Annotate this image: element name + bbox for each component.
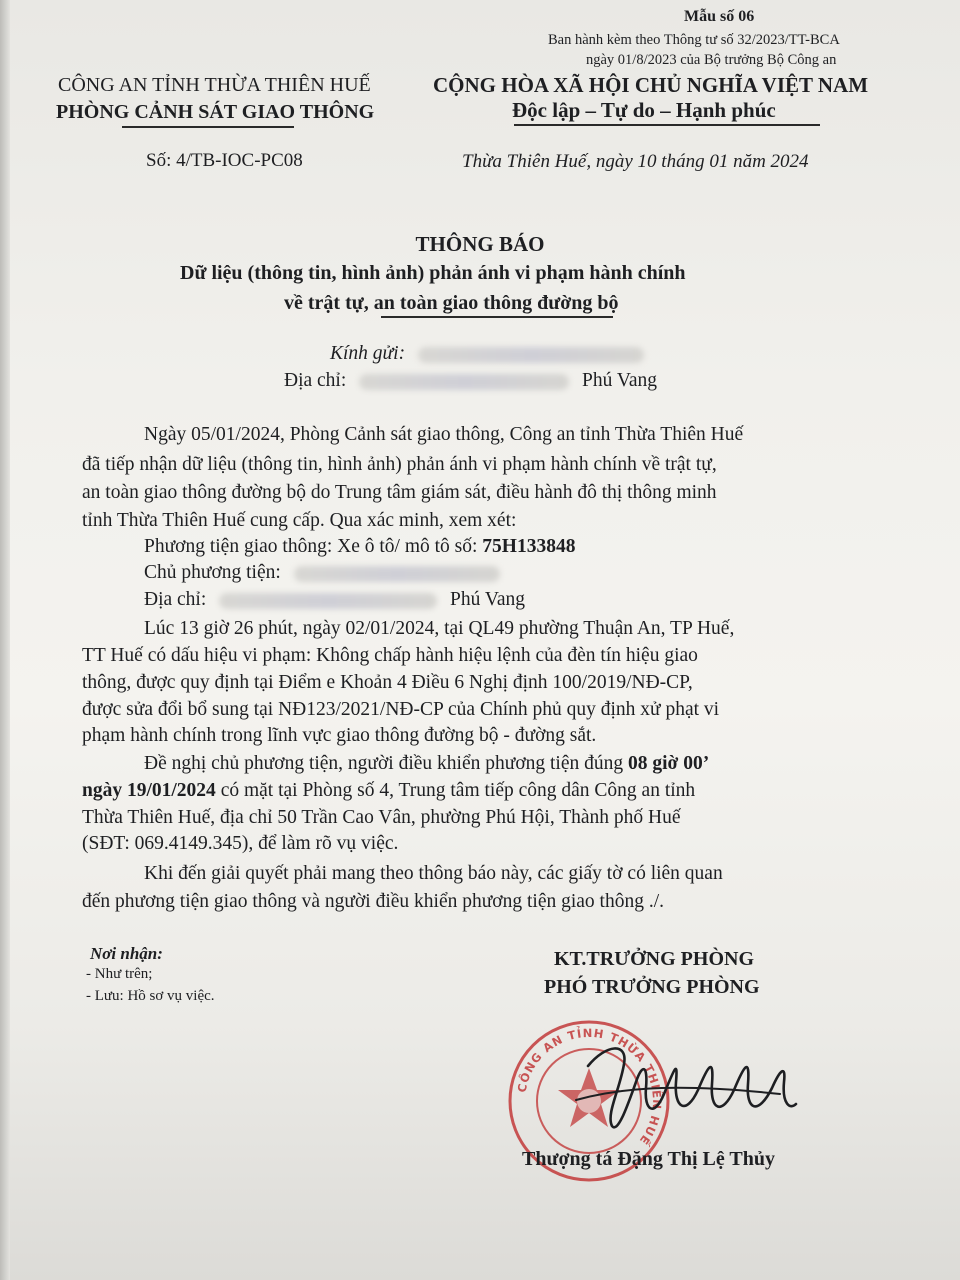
org-unit: PHÒNG CẢNH SÁT GIAO THÔNG bbox=[56, 101, 375, 123]
document-subtitle-1: Dữ liệu (thông tin, hình ảnh) phản ánh vi phạm hành chính bbox=[180, 262, 686, 284]
p3-line1-text: Đề nghị chủ phương tiện, người điều khiển phương tiện đúng bbox=[144, 753, 624, 774]
form-issued-line2: ngày 01/8/2023 của Bộ trưởng Bộ Công an bbox=[586, 52, 837, 68]
p3-line2-text: có mặt tại Phòng số 4, Trung tâm tiếp công dân Công an tỉnh bbox=[220, 780, 696, 801]
title-underline bbox=[381, 316, 613, 318]
motto-underline bbox=[514, 124, 820, 126]
address-label: Địa chỉ: bbox=[284, 370, 347, 391]
p2-line2: TT Huế có dấu hiệu vi phạm: Không chấp hành hiệu lệnh của đèn tín hiệu giao bbox=[82, 645, 698, 666]
owner-address-line bbox=[144, 589, 525, 611]
document-number: Số: 4/TB-IOC-PC08 bbox=[146, 150, 303, 171]
recipient-item-2: - Lưu: Hồ sơ vụ việc. bbox=[86, 988, 215, 1004]
p1-line3: an toàn giao thông đường bộ do Trung tâm giám sát, điều hành đô thị thông minh bbox=[82, 482, 717, 503]
p3-line1 bbox=[144, 753, 709, 775]
recipients-label: Nơi nhận: bbox=[90, 944, 163, 963]
form-issued-line1: Ban hành kèm theo Thông tư số 32/2023/TT-BCA bbox=[548, 32, 840, 48]
p2-line3: thông, được quy định tại Điểm e Khoản 4 Điều 6 Nghị định 100/2019/NĐ-CP, bbox=[82, 672, 693, 693]
page-shadow bbox=[0, 0, 10, 1280]
redacted-address bbox=[359, 374, 569, 390]
appointment-date: ngày 19/01/2024 bbox=[82, 780, 216, 801]
place-date: Thừa Thiên Huế, ngày 10 tháng 01 năm 2024 bbox=[462, 151, 809, 172]
national-motto: Độc lập – Tự do – Hạnh phúc bbox=[512, 98, 776, 122]
p2-line4: được sửa đổi bổ sung tại NĐ123/2021/NĐ-CP của Chính phủ quy định xử phạt vi bbox=[82, 699, 720, 720]
recipient-line bbox=[330, 343, 644, 365]
p4-line1: Khi đến giải quyết phải mang theo thông báo này, các giấy tờ có liên quan bbox=[144, 863, 723, 884]
p4-line2: đến phương tiện giao thông và người điều khiển phương tiện giao thông ./. bbox=[82, 891, 665, 912]
owner-label: Chủ phương tiện: bbox=[144, 562, 281, 583]
p3-line3: Thừa Thiên Huế, địa chỉ 50 Trần Cao Vân, phường Phú Hội, Thành phố Huế bbox=[82, 807, 681, 828]
p3-line4: (SĐT: 069.4149.345), để làm rõ vụ việc. bbox=[82, 833, 399, 854]
country-name: CỘNG HÒA XÃ HỘI CHỦ NGHĨA VIỆT NAM bbox=[433, 73, 869, 97]
recipient-address-line bbox=[284, 370, 657, 392]
vehicle-plate: 75H133848 bbox=[482, 536, 576, 557]
appointment-time: 08 giờ 00’ bbox=[628, 753, 710, 774]
form-number: Mẫu số 06 bbox=[684, 8, 755, 25]
owner-address-visible: Phú Vang bbox=[450, 589, 525, 610]
document-subtitle-2: về trật tự, an toàn giao thông đường bộ bbox=[284, 292, 619, 314]
p1-line4: tỉnh Thừa Thiên Huế cung cấp. Qua xác minh, xem xét: bbox=[82, 510, 517, 531]
vehicle-line bbox=[144, 536, 575, 558]
vehicle-label: Phương tiện giao thông: Xe ô tô/ mô tô số: bbox=[144, 536, 478, 557]
owner-address-label: Địa chỉ: bbox=[144, 589, 207, 610]
sign-title-2: PHÓ TRƯỞNG PHÒNG bbox=[544, 976, 760, 998]
redacted-owner-address bbox=[219, 593, 437, 609]
org-underline bbox=[122, 126, 294, 128]
p2-line1: Lúc 13 giờ 26 phút, ngày 02/01/2024, tại QL49 phường Thuận An, TP Huế, bbox=[144, 618, 735, 639]
p1-line2: đã tiếp nhận dữ liệu (thông tin, hình ảnh) phản ánh vi phạm hành chính về trật tự, bbox=[82, 454, 717, 475]
sign-title-1: KT.TRƯỞNG PHÒNG bbox=[554, 948, 754, 970]
owner-line bbox=[144, 562, 500, 584]
p2-line5: phạm hành chính trong lĩnh vực giao thông đường bộ - đường sắt. bbox=[82, 725, 597, 746]
address-visible: Phú Vang bbox=[582, 370, 657, 391]
document-title: THÔNG BÁO bbox=[415, 232, 545, 256]
seal-text: CÔNG AN TỈNH THỪA THIÊN HUẾ bbox=[514, 1025, 665, 1148]
p3-line2 bbox=[82, 780, 695, 802]
redacted-name bbox=[418, 347, 644, 363]
signer-name: Thượng tá Đặng Thị Lệ Thủy bbox=[522, 1148, 775, 1170]
recipient-item-1: - Như trên; bbox=[86, 966, 153, 982]
recipient-label: Kính gửi: bbox=[330, 343, 406, 364]
handwritten-signature-icon bbox=[566, 1034, 798, 1144]
org-parent: CÔNG AN TỈNH THỪA THIÊN HUẾ bbox=[58, 74, 371, 96]
p1-line1: Ngày 05/01/2024, Phòng Cảnh sát giao thông, Công an tỉnh Thừa Thiên Huế bbox=[144, 424, 744, 445]
redacted-owner bbox=[294, 566, 500, 582]
